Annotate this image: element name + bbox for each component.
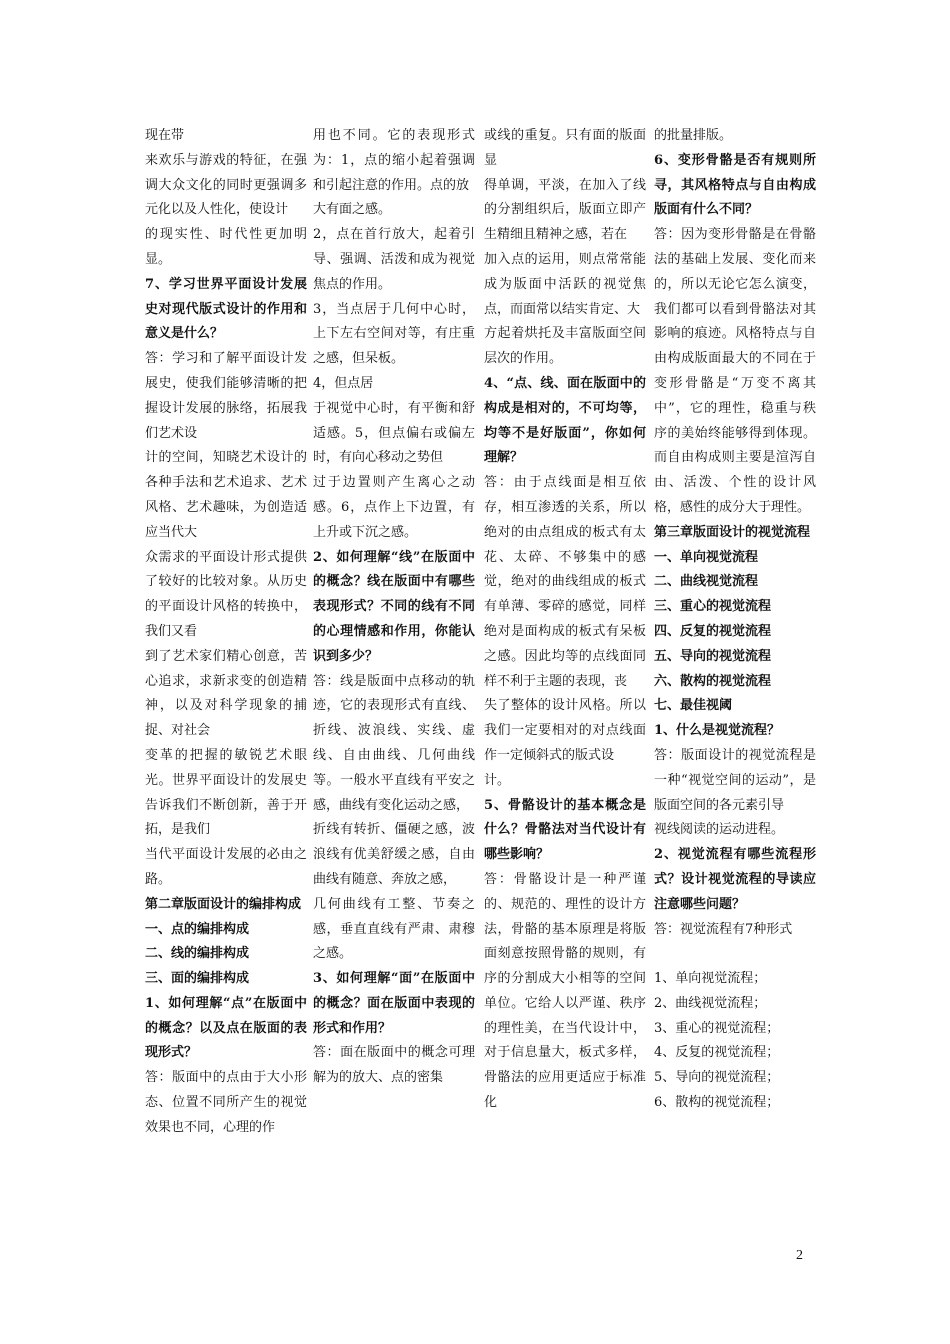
text-column-4 [654,124,816,1116]
text-paragraph: 答：面在版面中的概念可理解为的放大、点的密集 [313,1045,475,1086]
text-paragraph: 变革的把握的敏锐艺术眼光。世界平面设计的发展史告诉我们不断创新，善于开拓，是我们 [145,747,307,838]
heading-paragraph: 1、如何理解“点”在版面中的概念？以及点在版面的表现形式？ [145,995,307,1061]
heading-paragraph: 5、骨骼设计的基本概念是什么？骨骼法对当代设计有哪些影响？ [484,797,646,863]
text-paragraph: 来欢乐与游戏的特征，在强调大众文化的同时更强调多元化以及人性化，使设计 [145,152,307,218]
text-paragraph: 3、重心的视觉流程； [654,1020,780,1036]
text-paragraph: 6、散构的视觉流程； [654,1095,780,1111]
heading-paragraph: 一、单向视觉流程 [654,549,759,565]
text-paragraph: 答：学习和了解平面设计发展史，使我们能够清晰的把握设计发展的脉络，拓展我们艺术设 [145,351,307,441]
text-paragraph: 5、导向的视觉流程； [654,1070,780,1086]
heading-paragraph: 2、视觉流程有哪些流程形式？设计视觉流程的导读应注意哪些问题？ [654,847,816,912]
text-paragraph: 答：视觉流程有7种形式 [654,921,793,937]
heading-paragraph: 三、面的编排构成 [145,971,250,987]
text-paragraph: 得单调，平淡，在加入了线的分割组织后，版面立即产生精细且精神之感，若在 [484,177,646,243]
heading-paragraph: 第三章版面设计的视觉流程 [654,524,811,540]
text-paragraph: 折线有转折、僵硬之感，波浪线有优美舒缓之感，自由曲线有随意、奔放之感， [313,822,475,887]
text-paragraph: 的批量排版。 [654,128,733,143]
text-paragraph: 加入点的运用，则点常常能成为版面中活跃的视觉焦点，而面常以结实肯定、大 [484,251,646,317]
heading-paragraph: 3、如何理解“面”在版面中的概念？面在版面中表现的形式和作用？ [313,971,475,1036]
heading-paragraph: 四、反复的视觉流程 [654,623,772,639]
text-paragraph: 失了整体的设计风格。所以我们一定要相对的对点线面作一定倾斜式的版式设 [484,698,646,763]
text-paragraph: 答：版面中的点由于大小形态、位置不同所产生的视觉效果也不同，心理的作 [145,1070,307,1135]
heading-paragraph: 2、如何理解“线”在版面中的概念？线在版面中有哪些表现形式？不同的线有不同的心理情感和作用，你能认识到多少？ [313,549,475,664]
text-paragraph: 用也不同。它的表现形式为：1，点的缩小起着强调和引起注意的作用。点的放 [313,128,475,193]
heading-paragraph: 第二章版面设计的编排构成 [145,896,302,912]
text-paragraph: 的现实性、时代性更加明显。 [145,227,307,267]
heading-paragraph: 二、线的编排构成 [145,946,250,962]
text-column-2 [313,124,475,1091]
text-paragraph: 答：因为变形骨骼是在骨骼法的基础上发展、变化而来的，所以无论它怎么演变，我们都可以看到骨骼法对其影响的痕迹。风格特点与自由构成版面最大的不同在于变形骨骼是“万变不离其中”，它的理性，稳重与秩序的美始终能够得到体现。而自由构成则主要是渲泻自由、活泼、个性的设计风格，感性的成分大于理性。 [654,227,816,515]
text-paragraph: 于视觉中心时，有平衡和舒适感。5，但点偏右或偏左时，有向心移动之势但 [313,400,475,466]
text-paragraph: 1、单向视觉流程； [654,971,767,987]
page-number: 2 [796,1248,803,1263]
heading-paragraph: 六、散构的视觉流程 [654,673,772,689]
text-paragraph: 答：版面设计的视觉流程是一种“视觉空间的运动”，是版面空间的各元素引导 [654,747,816,813]
text-paragraph: 大有面之感。 [313,202,392,218]
text-paragraph: 4、反复的视觉流程； [654,1045,780,1061]
heading-paragraph: 一、点的编排构成 [145,921,250,937]
text-paragraph: 视线阅读的运动进程。 [654,822,785,838]
text-paragraph: 答：由于点线面是相互依存，相互渗透的关系，所以绝对的由点组成的板式有太花、太碎、不够集中的感觉，绝对的曲线组成的板式有单薄、零碎的感觉，同样绝对是面构成的板式有呆板之感。因此均等的点线面同样不利于主题的表现，丧 [484,475,646,689]
text-paragraph: 现在带 [145,128,185,143]
heading-paragraph: 三、重心的视觉流程 [654,599,772,615]
heading-paragraph: 七、最佳视阈 [654,698,733,714]
heading-paragraph: 4、“点、线、面在版面中的构成是相对的，不可均等，均等不是好版面”，你如何理解？ [484,375,646,466]
text-paragraph: 2、曲线视觉流程； [654,995,767,1011]
blank-line [654,942,816,967]
heading-paragraph: 7、学习世界平面设计发展史对现代版式设计的作用和意义是什么？ [145,276,307,342]
text-paragraph: 答：骨骼设计是一种严谨的、规范的、理性的设计方法，骨骼的基本原理是将版面刻意按照骨骼的规则，有序的分割成大小相等的空间单位。它给人以严谨、秩序的理性美，在当代设计中，对于信息量大，板式多样，骨骼法的应用更适应于标准化 [484,871,646,1111]
text-paragraph: 几何曲线有工整、节奏之感，垂直直线有严肃、肃穆之感。 [313,896,475,962]
heading-paragraph: 6、变形骨骼是否有规则所寻，其风格特点与自由构成版面有什么不同？ [654,152,816,218]
text-paragraph: 方起着烘托及丰富版面空间层次的作用。 [484,326,646,367]
text-paragraph: 答：线是版面中点移动的轨迹，它的表现形式有直线、折线、波浪线、实线、虚线、自由曲线、几何曲线等。一般水平直线有平安之感，曲线有变化运动之感， [313,673,475,813]
text-paragraph: 3，当点居于几何中心时，上下左右空间对等，有庄重之感，但呆板。 [313,301,475,367]
text-paragraph: 计。 [484,772,511,788]
text-column-3 [484,124,646,1116]
text-paragraph: 计的空间，知晓艺术设计的各种手法和艺术追求、艺术风格、艺术趣味，为创造适应当代大 [145,450,307,540]
text-paragraph: 到了艺术家们精心创意，苦心追求，求新求变的创造精神，以及对科学现象的捕捉、对社会 [145,648,307,739]
text-column-1 [145,124,307,1141]
heading-paragraph: 二、曲线视觉流程 [654,574,759,590]
heading-paragraph: 1、什么是视觉流程？ [654,723,781,739]
text-paragraph: 众需求的平面设计形式提供了较好的比较对象。从历史的平面设计风格的转换中，我们又看 [145,549,307,639]
text-paragraph: 当代平面设计发展的必由之路。 [145,847,307,887]
text-paragraph: 过于边置则产生离心之动感。6，点作上下边置，有上升或下沉之感。 [313,475,475,540]
heading-paragraph: 五、导向的视觉流程 [654,648,772,664]
text-paragraph: 或线的重复。只有面的版面显 [484,128,646,168]
text-paragraph: 4，但点居 [313,375,374,391]
text-paragraph: 2，点在首行放大，起着引导、强调、活泼和成为视觉焦点的作用。 [313,227,475,292]
